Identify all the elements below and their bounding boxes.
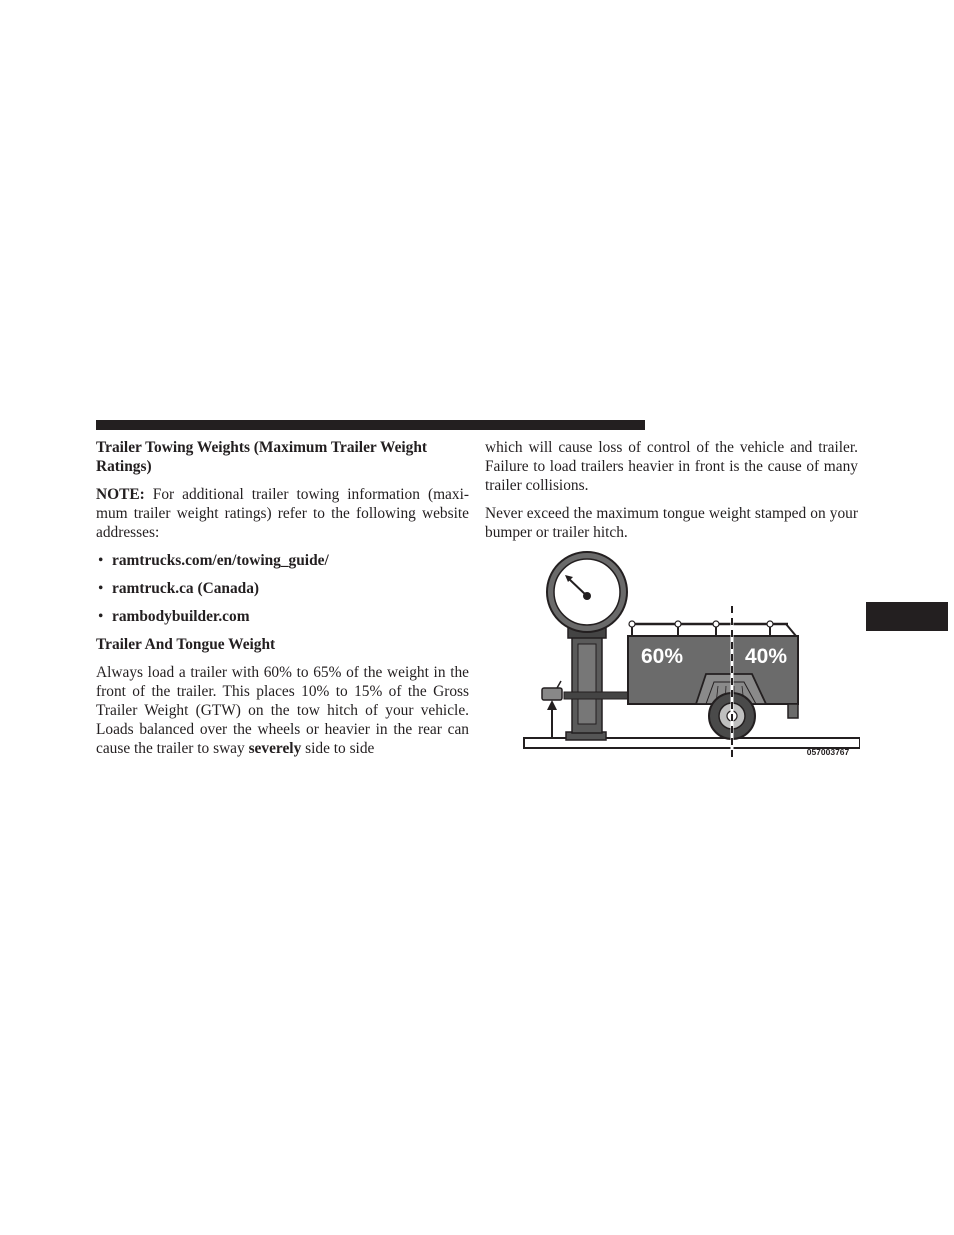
bullet-icon: • [98, 580, 104, 597]
trailer-tongue [564, 692, 630, 699]
note-text: For additional trailer towing information (maxi-mum trailer weight ratings) refer to the following website addresses: [96, 486, 469, 541]
rail-knob [713, 621, 719, 627]
header-rule [96, 420, 645, 430]
coupler-latch [557, 681, 561, 688]
note-label: NOTE: [96, 486, 145, 503]
trailer-scale-drawing [520, 550, 860, 762]
rear-bumper [788, 704, 798, 718]
website-list [96, 551, 469, 626]
scale-column-inset [578, 644, 596, 724]
list-item [96, 579, 469, 598]
rail-knob [767, 621, 773, 627]
front-percent-label: 60% [640, 645, 684, 668]
section-tab [866, 602, 948, 631]
website-link[interactable]: ramtrucks.com/en/towing_guide/ [112, 552, 329, 569]
left-column [96, 438, 469, 758]
list-item [96, 607, 469, 626]
tongue-weight-illustration [520, 550, 860, 762]
rail-knob [629, 621, 635, 627]
emphasis-severely: severely [248, 740, 302, 757]
website-link[interactable]: ramtruck.ca (Canada) [112, 580, 260, 597]
loading-paragraph [96, 663, 469, 758]
upward-arrow-head [547, 700, 557, 710]
list-item [96, 551, 469, 570]
sway-paragraph: which will cause loss of control of the vehicle and trailer. Failure to load trailers heavier in front is the cause of many trailer collisions. [485, 439, 858, 494]
hitch-coupler [542, 688, 562, 700]
figure-code: 057003767 [806, 747, 850, 757]
right-column [485, 438, 858, 542]
note-paragraph [96, 485, 469, 542]
heading-tongue-weight: Trailer And Tongue Weight [96, 636, 276, 653]
loading-text-a: Always load a trailer with 60% to 65% of the weight in the front of the trailer. This places 10% to 15% of the Gross Trailer Weight (GTW) on the tow hitch of your vehicle. Loads balanced over the wheels or heavier in the rear can cause the trailer to sway [96, 664, 469, 757]
rear-percent-label: 40% [744, 645, 788, 668]
rail-knob [675, 621, 681, 627]
website-link[interactable]: rambodybuilder.com [112, 608, 250, 625]
loading-text-b: side to side [301, 740, 375, 757]
bullet-icon: • [98, 608, 104, 625]
bullet-icon: • [98, 552, 104, 569]
heading-towing-weights: Trailer Towing Weights (Maximum Trailer Weight Ratings) [96, 439, 428, 475]
gauge-pivot [583, 592, 591, 600]
tongue-limit-paragraph: Never exceed the maximum tongue weight stamped on your bumper or trailer hitch. [485, 505, 858, 541]
rail-post [786, 624, 796, 636]
